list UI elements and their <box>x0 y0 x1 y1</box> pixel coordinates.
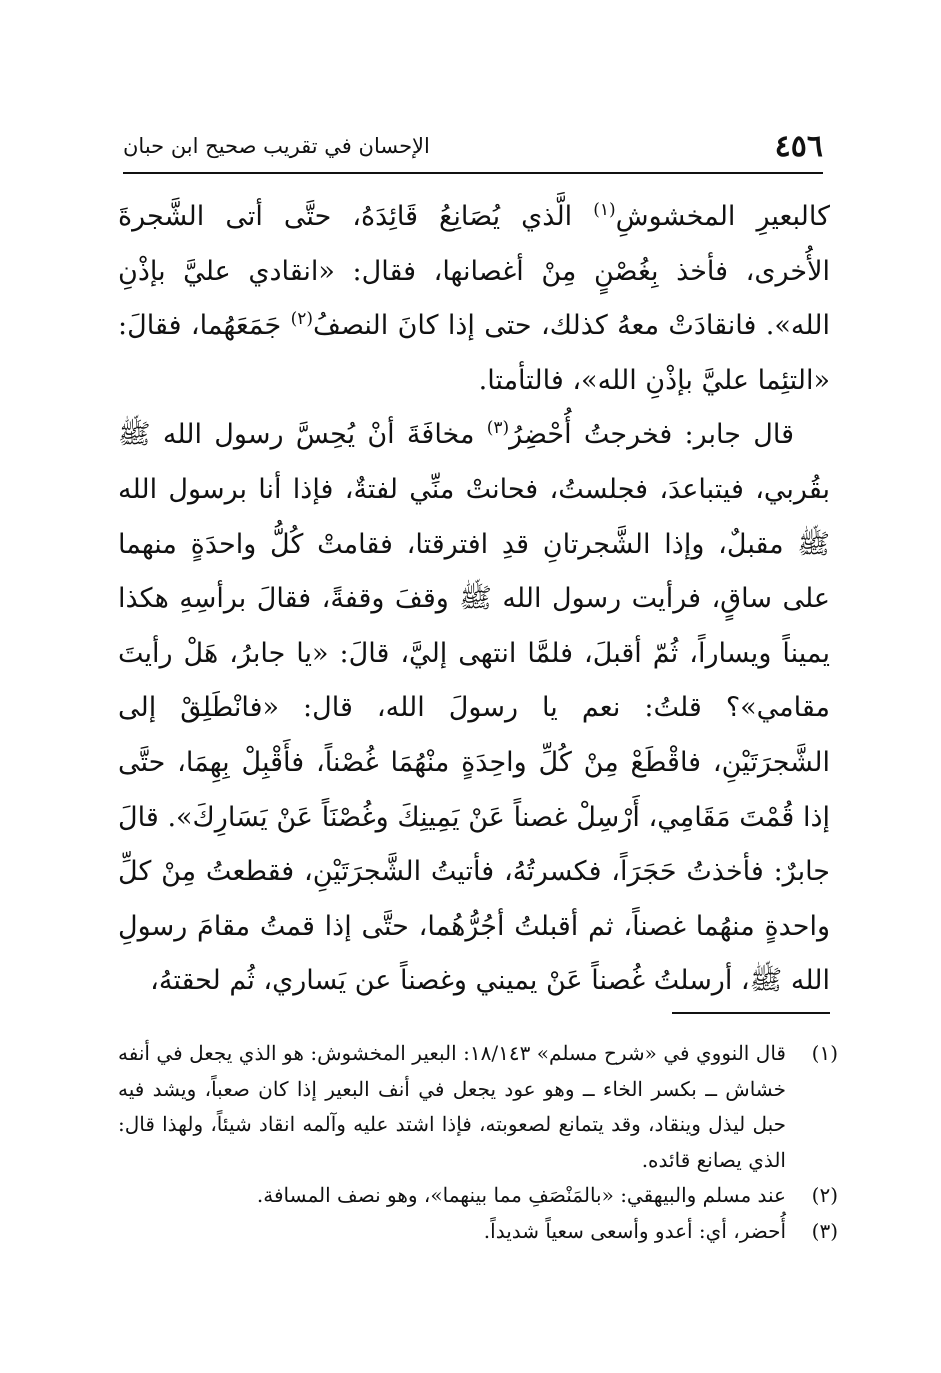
paragraph-1 <box>118 190 830 408</box>
footnote-marker-2[interactable]: (٢) <box>290 309 313 330</box>
text-run: كالبعيرِ المخشوشِ <box>615 201 830 232</box>
footnote-text: قال النووي في «شرح مسلم» ١٨/١٤٣: البعير المخشوش: هو الذي يجعل في أنفه خشاش ــ بكسر الخاء ــ وهو عود يجعل في أنف البعير إذا كان صعباً، ويشد فيه حبل ليذل وينقاد، وقد يتمانع لصعوبته، فإذا اشتد عليه وآلمه انقاد شيئاً، ولهذا قال: الذي يصانع قائده. <box>118 1041 786 1172</box>
footnote-text: عند مسلم والبيهقي: «بالمَنْصَفِ مما بينهما»، وهو نصف المسافة. <box>256 1183 786 1207</box>
footnote-1 <box>118 1036 838 1178</box>
footnote-marker-1[interactable]: (١) <box>593 200 616 220</box>
footnote-text: أُحضر، أي: أعدو وأسعى سعياً شديداً. <box>483 1218 786 1243</box>
page-header <box>123 128 823 164</box>
paragraph-2 <box>118 408 830 1009</box>
footnote-number: (٢) <box>811 1183 838 1207</box>
main-text <box>118 190 830 1009</box>
text-run: جَمَعَهُما، فقالَ: «التئِما عليَّ بإذْنِ الله»، فالتأمتا. <box>118 310 830 396</box>
footnote-3 <box>118 1214 838 1250</box>
header-rule <box>123 172 823 174</box>
footnote-marker-3[interactable]: (٣) <box>486 418 510 439</box>
running-title: الإحسان في تقريب صحيح ابن حبان <box>123 134 430 158</box>
text-run: مخافَةَ أنْ يُحِسَّ رسول الله ﷺ بقُربي، فيتباعدَ، فجلستُ، فحانتْ منِّي لفتةٌ، فإذا أنا برسول الله ﷺ مقبلٌ، وإذا الشَّجرتانِ قدِ افترقتا، فقامتْ كُلُّ واحدَةٍ منهما على ساقٍ، فرأيت رسول الله ﷺ وقفَ وقفةً، فقالَ برأسِهِ هكذا يميناً ويساراً، ثُمّ أقبلَ، فلمَّا انتهى إليَّ، قالَ: «يا جابرُ، هَلْ رأيتَ مقامي»؟ قلتُ: نعم يا رسولَ الله، قال: «فانْطَلِقْ إلى الشَّجرَتَيْنِ، فاقْطَعْ مِنْ كُلِّ واحِدَةٍ منْهُمَا غُصْناً، فأَقْبِلْ بِهِمَا، حتَّى إذا قُمْتَ مَقَامِي، أَرْسِلْ غصناً عَنْ يَمِينِكَ وغُصْنَاً عَنْ يَسَارِكَ». قالَ جابرٌ: فأخذتُ حَجَرَاً، فكسرتُهُ، فأتيتُ الشَّجرَتَيْنِ، فقطعتُ مِنْ كلِّ واحدةٍ منهُما غصناً، ثم أقبلتُ أجُرُّهُما، حتَّى إذا قمتُ مقامَ رسولِ الله ﷺ، أرسلتُ غُصناً عَنْ يميني وغصناً عن يَساري، ثُم لحقتهُ، <box>118 419 830 997</box>
text-run: الَّذي يُصَانِعُ قَائِدَهُ، حتَّى أتى الشَّجرةَ الأُخرى، فأخذ بِغُصْنٍ مِنْ أغصانها، فقال: «انقادي عليَّ بإذْنِ الله». فانقادَتْ معهُ كذلك، حتى إذا كانَ النصفُ <box>118 201 831 342</box>
footnotes <box>118 1036 838 1249</box>
footnote-number: (١) <box>811 1041 838 1065</box>
page-number: ٤٥٦ <box>774 128 823 164</box>
footnote-separator <box>672 1012 830 1014</box>
footnote-2 <box>118 1178 838 1214</box>
footnote-number: (٣) <box>811 1218 838 1243</box>
text-run: قال جابر: فخرجتُ أُحْضِرُ <box>509 419 794 451</box>
